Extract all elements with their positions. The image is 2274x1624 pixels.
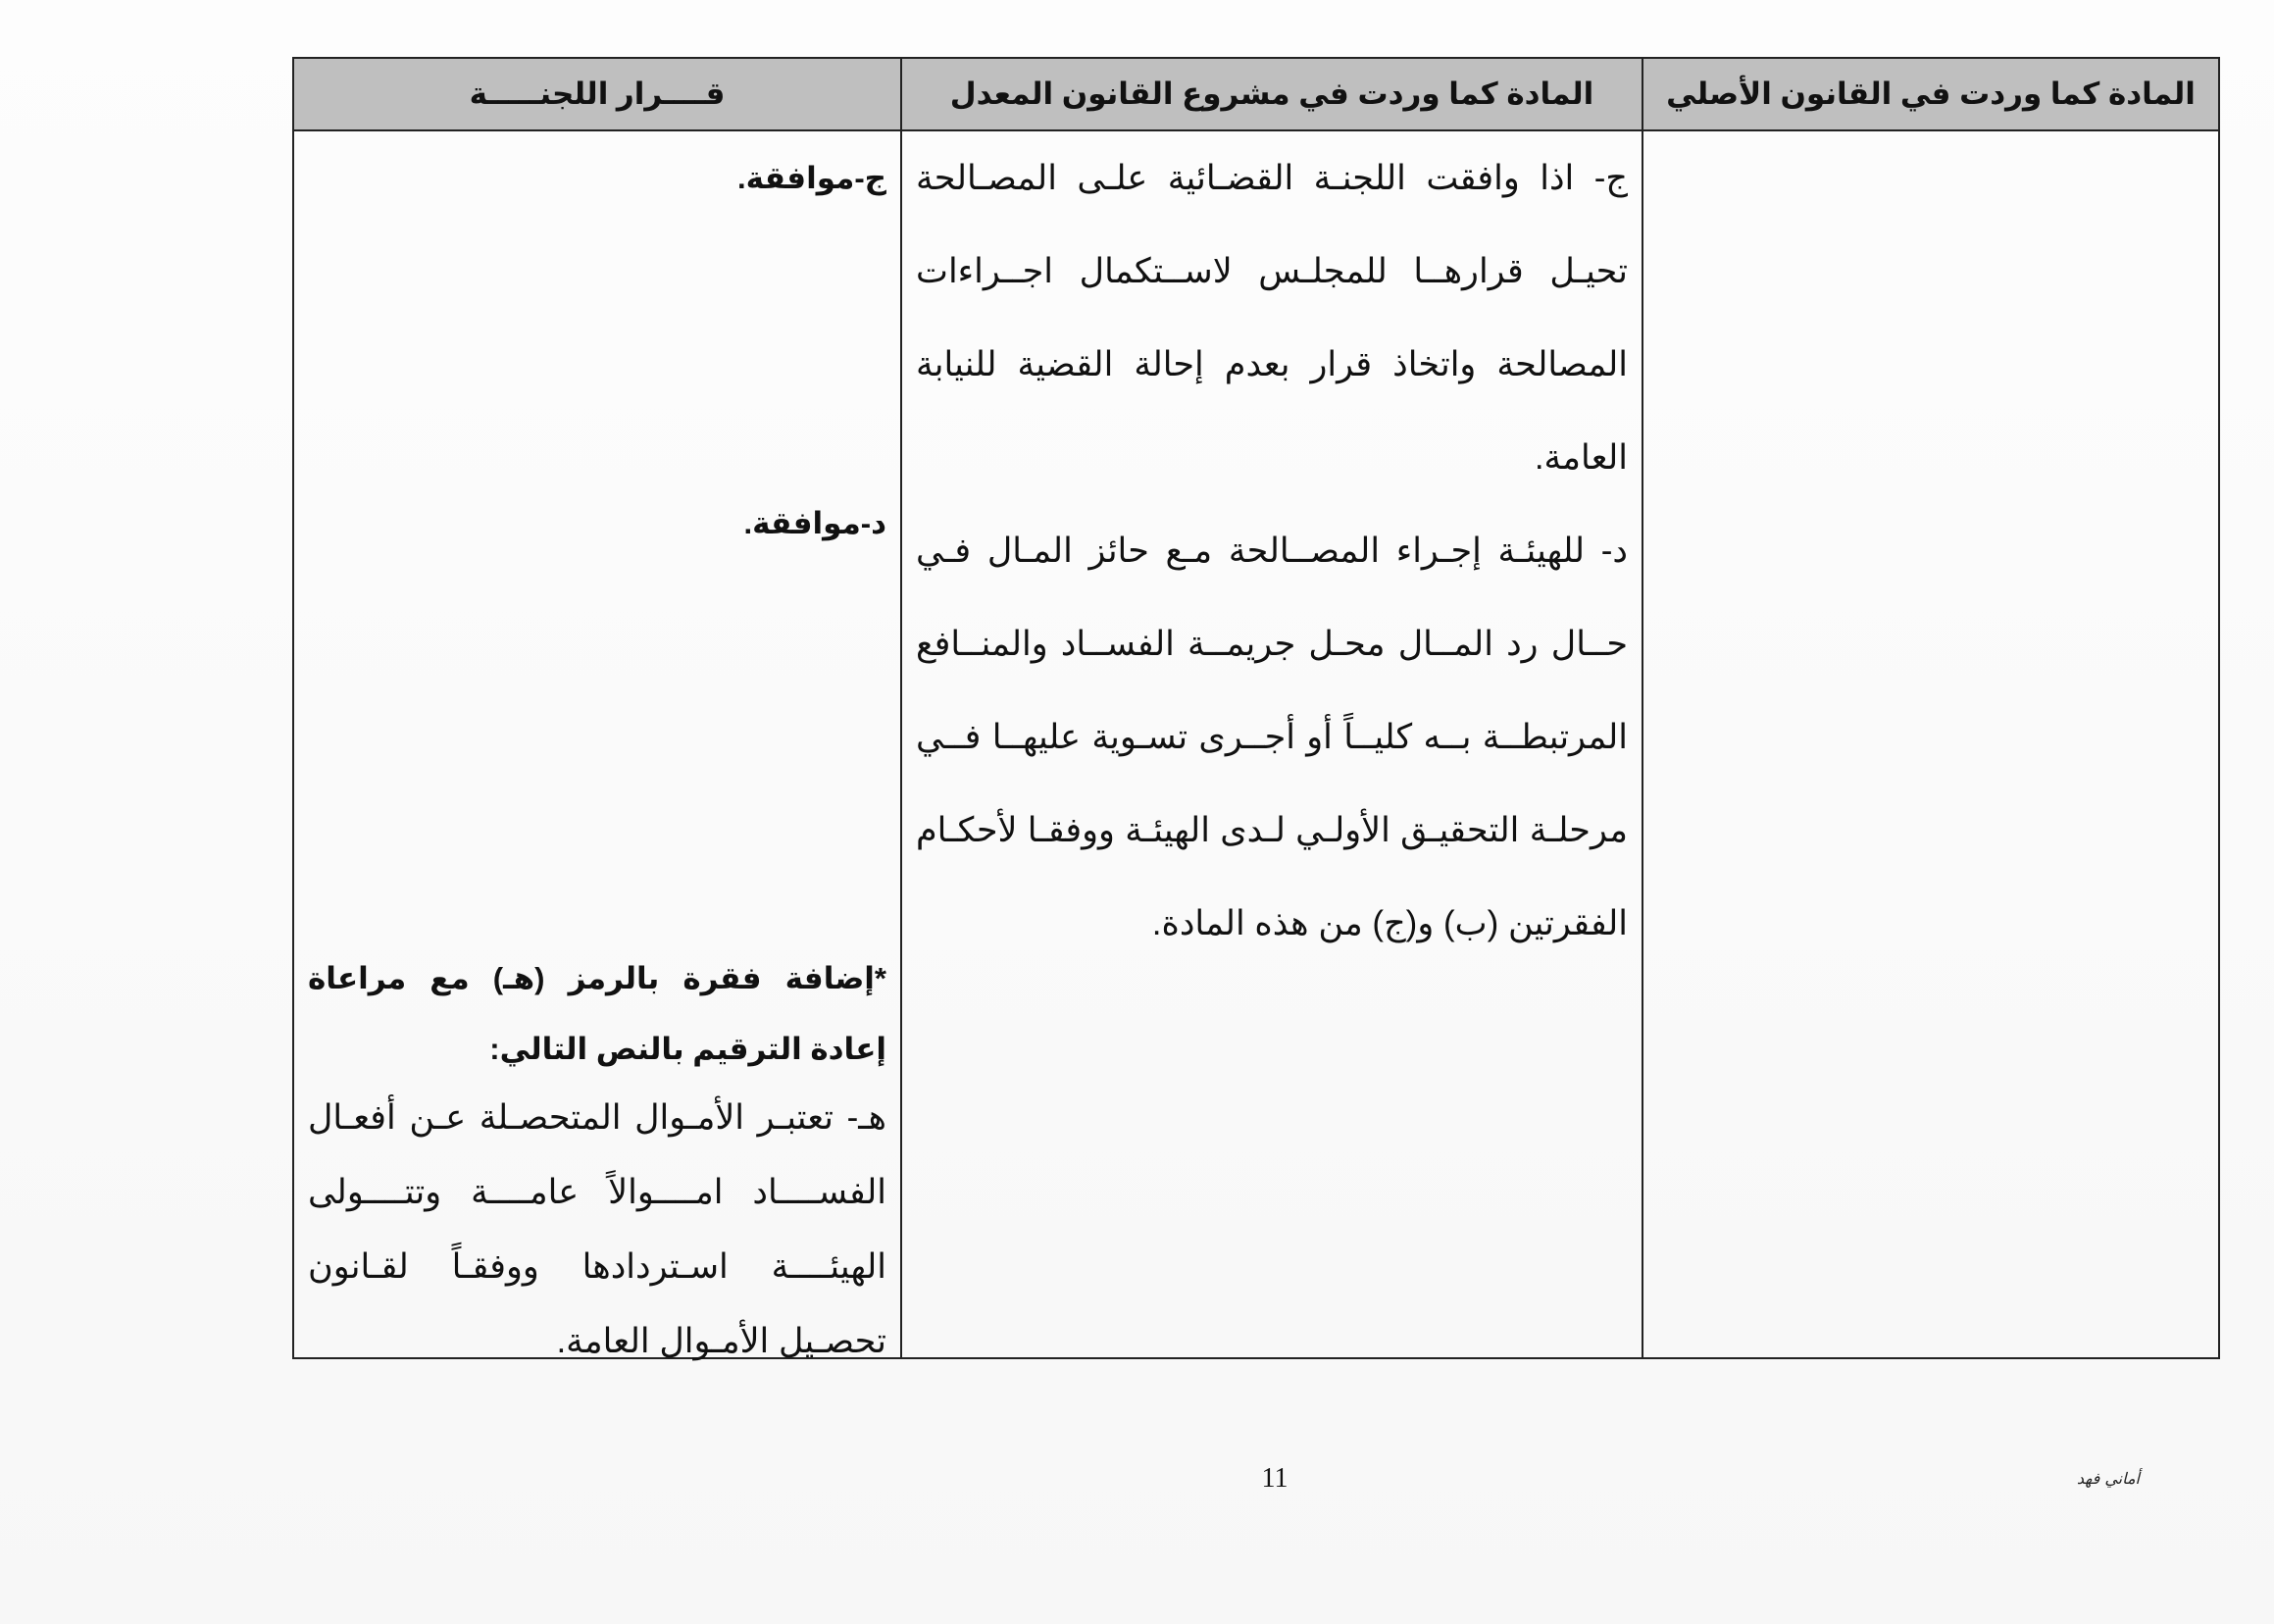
decision-item-d: د-موافقة. [743,506,886,540]
decision-item-c: ج-موافقة. [737,161,886,195]
header-committee-decision: قــــرار اللجنـــــة [293,58,901,130]
committee-decision-cell [293,130,901,1358]
addition-text: هـ- تعتبـر الأمـوال المتحصـلة عـن أفعـال الفســــاد امــــوالاً عامــــة وتتــــولى الهيئــــة اسـتردادها ووفقـاً لقـانون تحصـيل الأمـوال العامة. [308,1098,886,1360]
addition-note: *إضافة فقرة بالرمز (هـ) مع مراعاة إعادة الترقيم بالنص التالي: [308,961,886,1066]
original-law-cell [1642,130,2219,1358]
draft-paragraph-d: د- للهيئـة إجـراء المصــالحة مـع حائز المـال فـي حــال رد المــال محـل جريمــة الفســاد والمنــافع المرتبطــة بــه كليــاً أو أجــرى تسـوية عليهــا فــي مرحلـة التحقيـق الأولـي لـدى الهيئـة ووفقـا لأحكـام الفقرتين (ب) و(ج) من هذه المادة. [916,532,1628,942]
law-comparison-table [292,57,2220,1359]
header-original-law: المادة كما وردت في القانون الأصلي [1642,58,2219,130]
signature: أماني فهد [2076,1469,2140,1488]
draft-law-cell [901,130,1642,1358]
table-row [293,130,2219,1358]
decision-addition [308,943,886,1379]
page-number: 11 [1261,1463,1289,1494]
draft-paragraph-c: ج- اذا وافقت اللجنـة القضـائية علـى المصـالحة تحيـل قرارهــا للمجلـس لاســتكمال اجــراءات المصالحة واتخاذ قرار بعدم إحالة القضية للنيابة العامة. [916,159,1628,477]
table-header-row [293,58,2219,130]
header-draft-law: المادة كما وردت في مشروع القانون المعدل [901,58,1642,130]
